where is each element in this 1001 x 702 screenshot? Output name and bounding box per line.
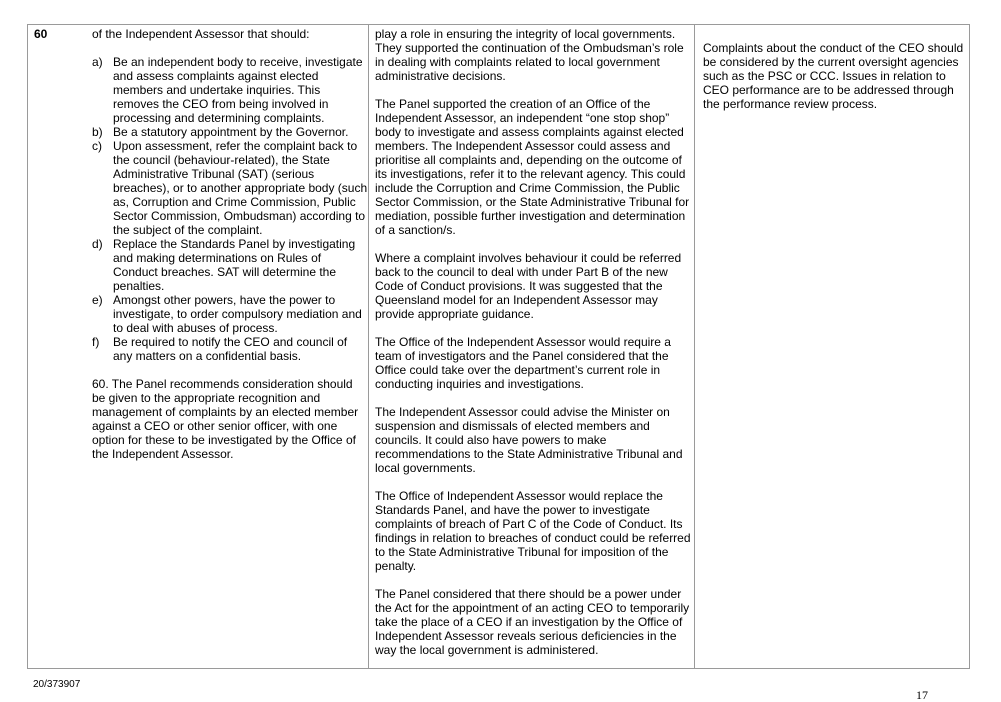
list-marker: b) [92,125,103,139]
recommendation-table [27,24,970,669]
recommendation-closing: 60. The Panel recommends consideration should be given to the appropriate recognition and management of complaints by an elected member against a CEO or other senior officer, with one option for these to be investigated by the Office of the Independent Assessor. [92,377,359,461]
response-text: Complaints about the conduct of the CEO should be considered by the current oversight agencies such as the PSC or CCC. Issues in relation to CEO performance are to be addressed through the performance review process. [703,41,964,111]
recommendation-item-a [92,55,368,125]
list-marker: e) [92,293,103,307]
list-item-text: Amongst other powers, have the power to investigate, to order compulsory mediation and to deal with abuses of process. [113,293,362,335]
recommendation-item-f [92,335,368,363]
recommendation-cell [88,25,368,668]
recommendation-number: 60 [34,27,48,41]
panel-comments-cell [368,25,694,668]
panel-paragraph: The Office of the Independent Assessor would require a team of investigators and the Panel considered that the Office could take over the department’s current role in conducting inquiries and investigations. [375,335,671,391]
recommendation-item-b [92,125,368,139]
panel-paragraph: The Panel considered that there should be a power under the Act for the appointment of an acting CEO to temporarily take the place of a CEO if an investigation by the Office of Independent Assessor reveals serious deficiencies in the way the local government is administered. [375,587,690,657]
panel-paragraph: Where a complaint involves behaviour it could be referred back to the council to deal with under Part B of the new Code of Conduct provisions. It was suggested that the Queensland model for an Independent Assessor may provide appropriate guidance. [375,251,682,321]
panel-paragraph: play a role in ensuring the integrity of local governments. They supported the continuation of the Ombudsman’s role in dealing with complaints related to local government administrative decisions. [375,27,684,83]
recommendation-intro: of the Independent Assessor that should: [92,27,310,41]
response-cell [694,25,969,668]
recommendation-item-e [92,293,368,335]
list-item-text: Be required to notify the CEO and council of any matters on a confidential basis. [113,335,348,363]
list-marker: d) [92,237,103,251]
panel-paragraph: The Office of Independent Assessor would replace the Standards Panel, and have the power to investigate complaints of breach of Part C of the Code of Conduct. Its findings in relation to breaches of conduct could be referred to the State Administrative Tribunal for imposition of the penalty. [375,489,691,573]
list-marker: c) [92,139,102,153]
list-marker: a) [92,55,103,69]
list-item-text: Be a statutory appointment by the Governor. [113,125,349,139]
list-marker: f) [92,335,100,349]
panel-paragraph: The Independent Assessor could advise the Minister on suspension and dismissals of elected members and councils. It could also have powers to make recommendations to the State Administrative Tribunal and local governments. [375,405,683,475]
list-item-text: Replace the Standards Panel by investigating and making determinations on Rules of Conduct breaches. SAT will determine the penalties. [113,237,356,293]
panel-paragraph: The Panel supported the creation of an Office of the Independent Assessor, an independent “one stop shop” body to investigate and assess complaints against elected members. The Independent Assessor could assess and prioritise all complaints and, depending on the outcome of its investigations, refer it to the relevant agency. This could include the Corruption and Crime Commission, the Public Sector Commission, or the State Administrative Tribunal for mediation, possible further investigation and determination of a sanction/s. [375,97,690,237]
recommendation-number-cell [28,25,88,668]
recommendation-item-d [92,237,368,293]
recommendation-list [92,55,368,363]
list-item-text: Upon assessment, refer the complaint back to the council (behaviour-related), the State Administrative Tribunal (SAT) (serious breaches), or to another appropriate body (such as, Corruption and Crime Commission, Public Sector Commission, Ombudsman) according to the subject of the complaint. [113,139,368,237]
page-number: 17 [916,688,928,702]
document-reference: 20/373907 [33,679,81,690]
recommendation-item-c [92,139,368,237]
list-item-text: Be an independent body to receive, investigate and assess complaints against elected members and undertake inquiries. This removes the CEO from being involved in processing and determining complaints. [113,55,363,125]
